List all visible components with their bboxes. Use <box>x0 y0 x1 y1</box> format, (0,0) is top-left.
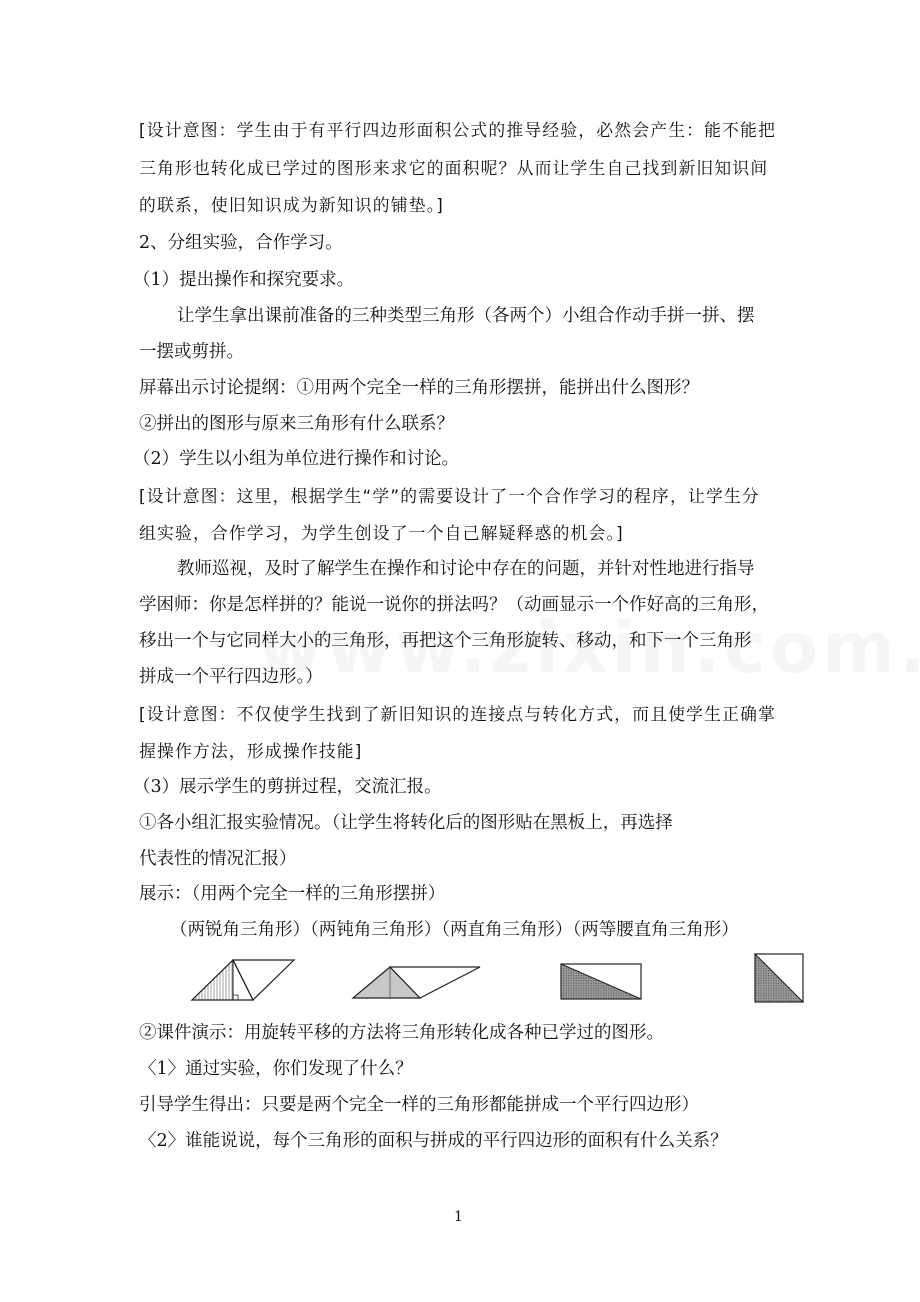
paragraph-line: 让学生拿出课前准备的三种类型三角形（各两个）小组合作动手拼一拼、摆 <box>177 306 755 326</box>
design-intent-line: [设计意图：不仅使学生找到了新旧知识的连接点与转化方式，而且使学生正确掌 <box>139 704 777 724</box>
question-1: 〈1〉通过实验，你们发现了什么？ <box>139 1059 413 1079</box>
design-intent-line-2: 三角形也转化成已学过的图形来求它的面积呢？从而让学生自己找到新旧知识间 <box>139 158 769 178</box>
acute-triangles-figure <box>192 960 294 1000</box>
isosceles-right-triangles-figure <box>755 954 803 1002</box>
paragraph-line: 移出一个与它同样大小的三角形，再把这个三角形旋转、移动，和下一个三角形 <box>139 631 752 651</box>
design-intent-line: [设计意图：这里，根据学生“学”的需要设计了一个合作学习的程序，让学生分 <box>139 486 760 506</box>
section-heading-2: 2、分组实验，合作学习。 <box>139 233 343 253</box>
design-intent-line-1: [设计意图：学生由于有平行四边形面积公式的推导经验，必然会产生：能不能把 <box>139 120 777 140</box>
step-1-heading: （1）提出操作和探究要求。 <box>133 270 355 290</box>
right-triangles-figure <box>561 964 641 999</box>
design-intent-line-3: 的联系，使旧知识成为新知识的铺垫。] <box>139 195 445 215</box>
paragraph-line: 拼成一个平行四边形。） <box>139 667 323 687</box>
paragraph-line: ②拼出的图形与原来三角形有什么联系？ <box>139 414 454 434</box>
paragraph-line: 引导学生得出：只要是两个完全一样的三角形都能拼成一个平行四边形） <box>139 1095 699 1115</box>
question-2: 〈2〉谁能说说，每个三角形的面积与拼成的平行四边形的面积有什么关系？ <box>139 1131 728 1151</box>
design-intent-line: 组实验，合作学习，为学生创设了一个自己解疑释惑的机会。] <box>139 523 624 543</box>
design-intent-line: 握操作方法，形成操作技能] <box>139 741 363 761</box>
paragraph-line: ②课件演示：用旋转平移的方法将三角形转化成各种已学过的图形。 <box>139 1023 664 1043</box>
paragraph-line: 一摆或剪拼。 <box>139 342 244 362</box>
paragraph-line: 教师巡视，及时了解学生在操作和讨论中存在的问题，并针对性地进行指导 <box>177 559 755 579</box>
obtuse-triangles-figure <box>353 967 480 998</box>
paragraph-line: ①各小组汇报实验情况。（让学生将转化后的图形贴在黑板上，再选择 <box>139 813 673 833</box>
paragraph-line: 展示：（用两个完全一样的三角形摆拼） <box>139 884 446 904</box>
paragraph-line: 代表性的情况汇报） <box>139 849 297 869</box>
page-number: 1 <box>454 1209 463 1225</box>
step-3-heading: （3）展示学生的剪拼过程，交流汇报。 <box>133 777 442 797</box>
figure-captions: （两锐角三角形）（两钝角三角形）（两直角三角形）（两等腰直角三角形） <box>170 920 739 940</box>
triangle-figures <box>180 952 820 1012</box>
paragraph-line: 屏幕出示讨论提纲：①用两个完全一样的三角形摆拼，能拼出什么图形？ <box>139 378 699 398</box>
paragraph-line: 学困师：你是怎样拼的？能说一说你的拼法吗？（动画显示一个作好高的三角形， <box>139 595 769 615</box>
step-2-heading: （2）学生以小组为单位进行操作和讨论。 <box>133 449 460 469</box>
